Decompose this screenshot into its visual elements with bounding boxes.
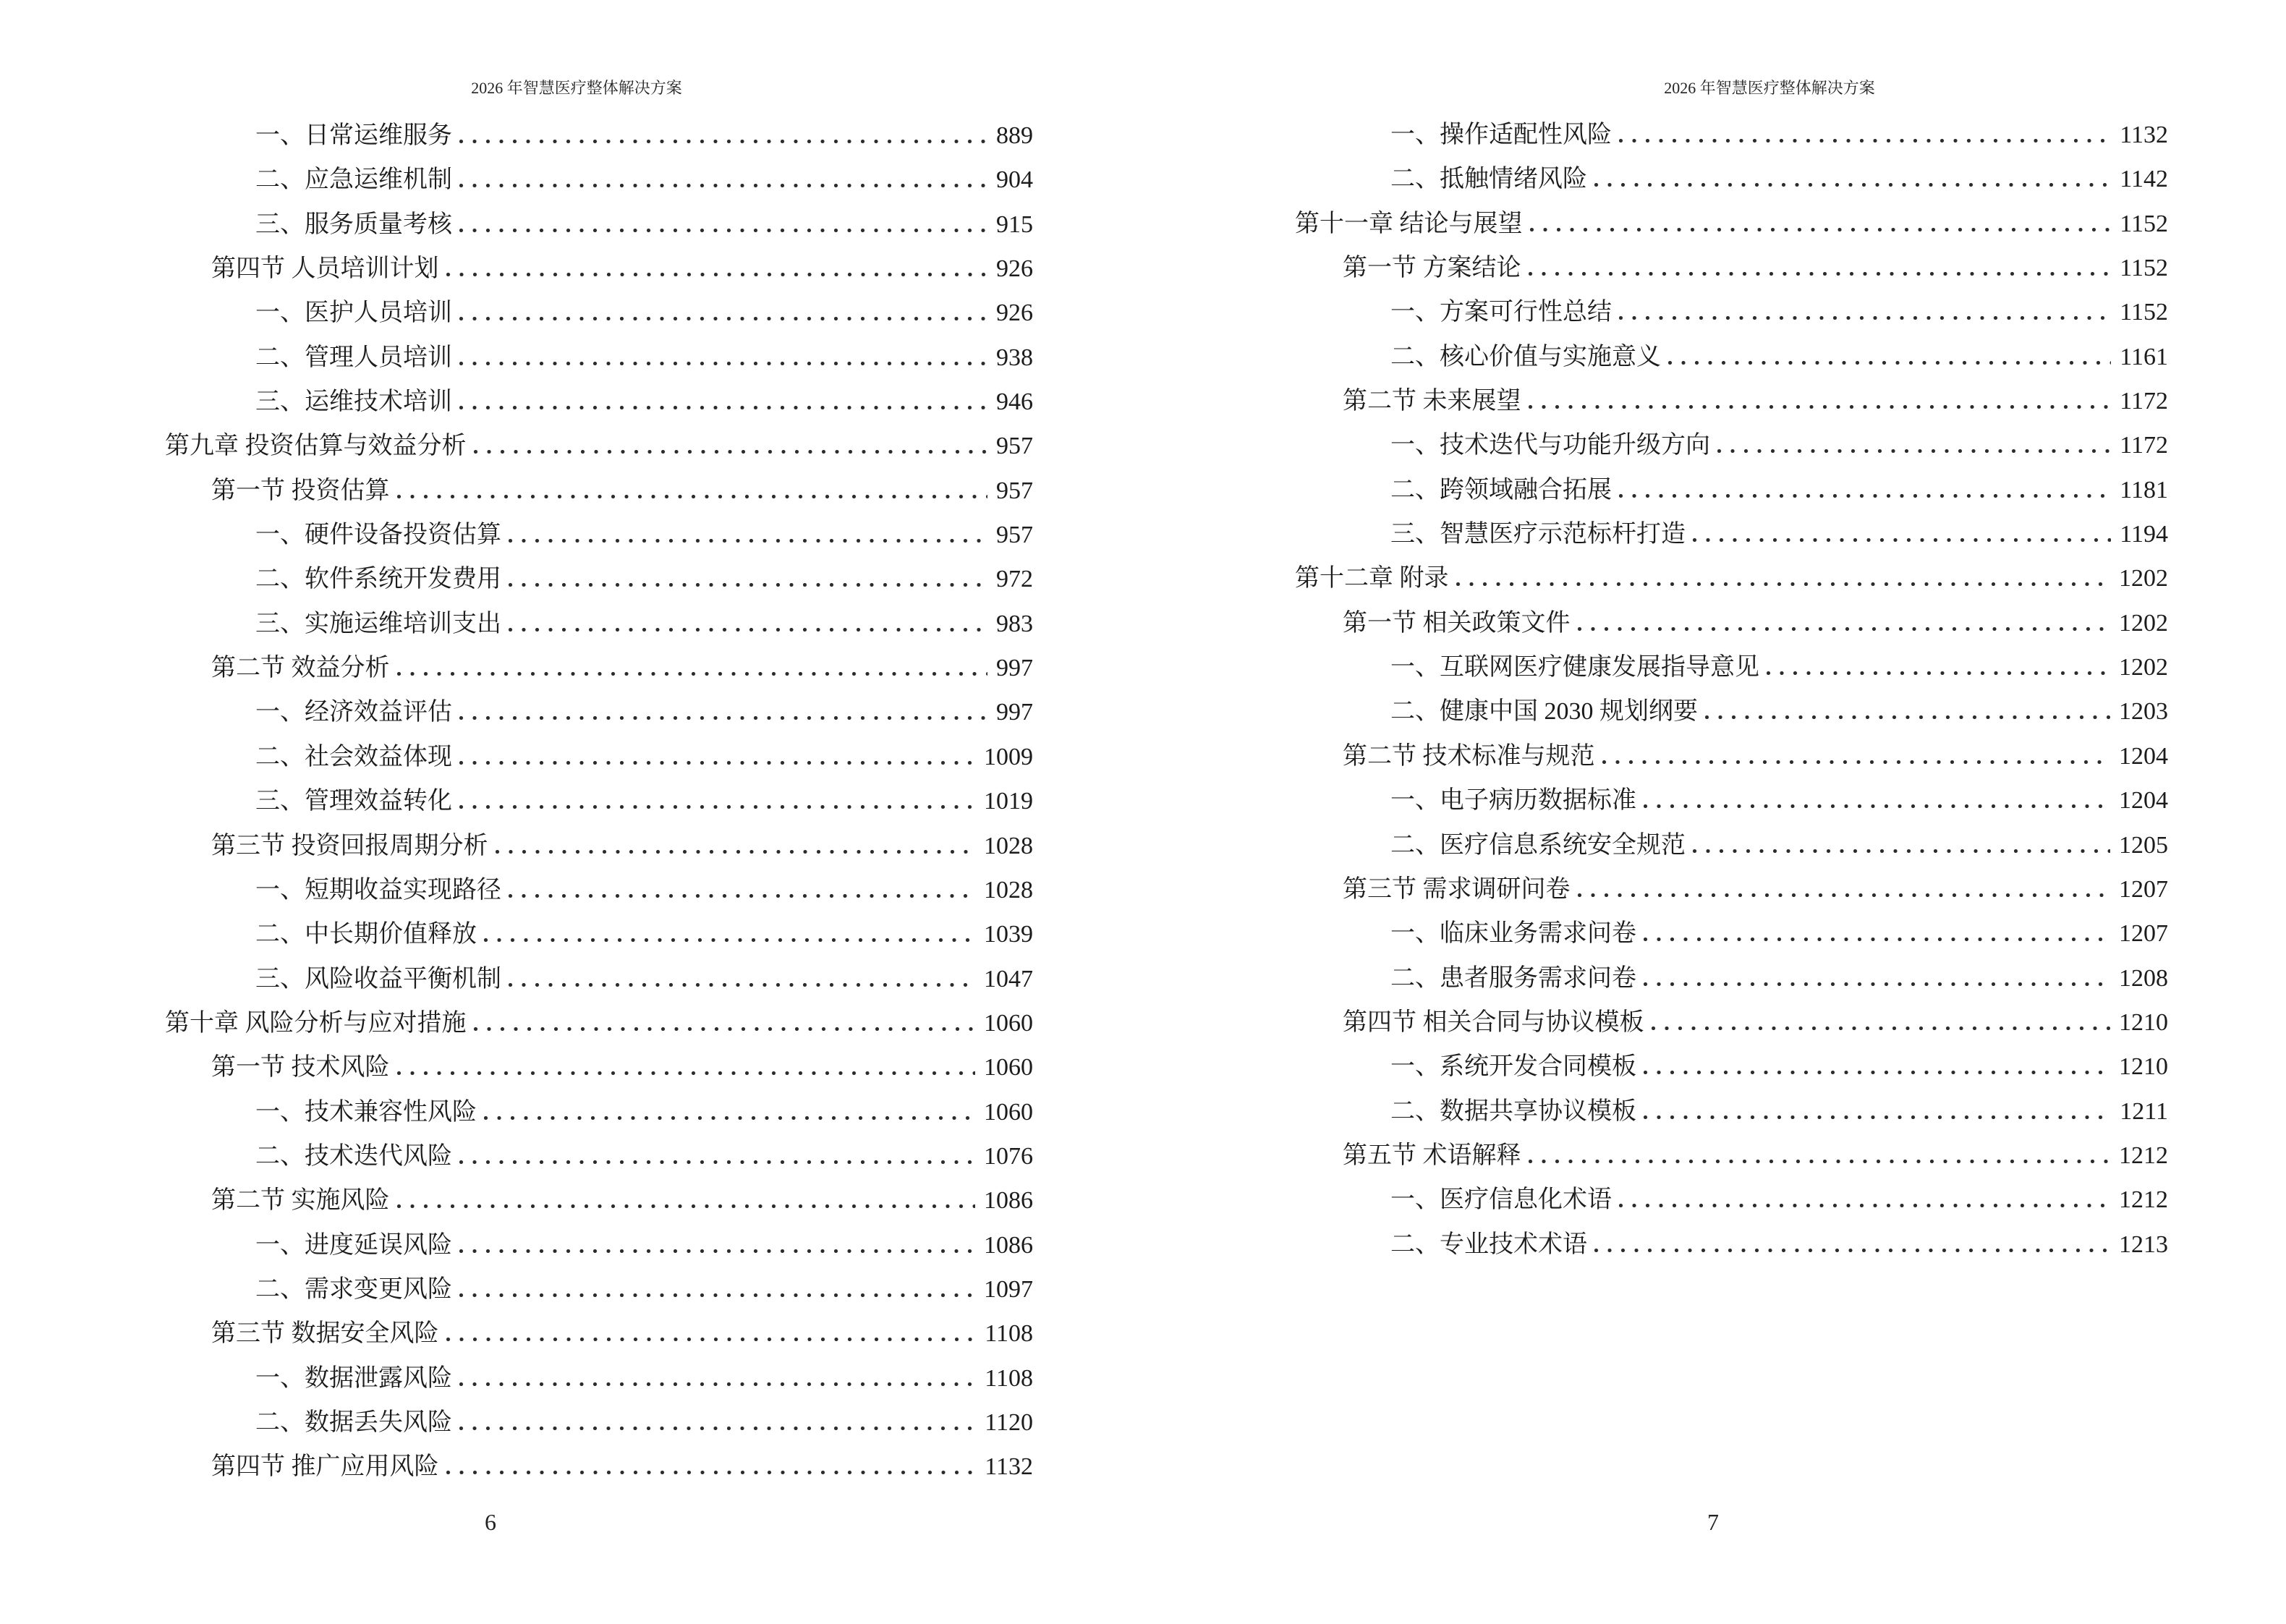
toc-entry-label: 第九章 投资估算与效益分析 [165, 433, 467, 460]
toc-entry-label: 第四节 相关合同与协议模板 [1343, 1008, 1644, 1036]
toc-entry-page: 1060 [984, 1009, 1033, 1037]
toc-leader-dots [1602, 760, 2111, 764]
toc-row [0, 602, 1033, 646]
toc-entry-label: 第十二章 附录 [1295, 565, 1449, 592]
toc-leader-dots [509, 539, 987, 543]
toc-entry-label: 二、应急运维机制 [255, 166, 452, 194]
toc-leader-dots [459, 229, 987, 232]
toc-entry-page: 1194 [2120, 521, 2168, 548]
toc-leader-dots [474, 1027, 976, 1031]
toc-row [1143, 468, 2168, 512]
toc-entry-page: 1132 [2120, 122, 2168, 148]
toc-entry-page: 1047 [984, 965, 1033, 992]
toc-row [0, 1001, 1033, 1045]
toc-entry-page: 915 [996, 211, 1033, 238]
toc-leader-dots [1619, 139, 2111, 143]
page-header-title: 2026 年智慧医疗整体解决方案 [1664, 79, 1875, 97]
toc-entry-page: 1202 [2119, 609, 2168, 637]
toc-entry-page: 957 [996, 477, 1033, 504]
toc-entry-page: 1202 [2119, 565, 2168, 592]
toc-entry-page: 889 [996, 122, 1033, 149]
toc-row [1143, 911, 2168, 956]
toc-row [0, 1311, 1033, 1356]
toc-entry-label: 三、服务质量考核 [255, 211, 452, 238]
toc-leader-dots [509, 583, 987, 587]
toc-entry-page: 938 [996, 344, 1033, 371]
toc-leader-dots [459, 1293, 975, 1297]
toc-row [0, 247, 1033, 291]
toc-entry-page: 1213 [2119, 1230, 2168, 1258]
toc-leader-dots [446, 1338, 977, 1341]
toc-leader-dots [397, 1071, 976, 1075]
toc-page [0, 114, 1033, 1489]
toc-entry-label: 二、数据共享协议模板 [1390, 1097, 1636, 1125]
toc-entry-page: 997 [996, 699, 1033, 726]
toc-row [1143, 556, 2168, 600]
toc-row [0, 779, 1033, 823]
toc-leader-dots [397, 1204, 976, 1208]
toc-leader-dots [459, 184, 987, 187]
toc-leader-dots [1644, 804, 2110, 808]
toc-entry-page: 983 [996, 610, 1033, 637]
toc-leader-dots [484, 938, 975, 942]
toc-leader-dots [1644, 1115, 2111, 1119]
toc-page [1143, 113, 2168, 1267]
toc-entry-page: 1210 [2119, 1008, 2168, 1036]
toc-leader-dots [1644, 982, 2110, 986]
toc-leader-dots [459, 716, 987, 720]
toc-row [0, 868, 1033, 912]
toc-entry-page: 1208 [2119, 964, 2168, 992]
toc-entry-page: 1060 [984, 1098, 1033, 1126]
toc-entry-page: 957 [996, 522, 1033, 549]
toc-entry-page: 1181 [2120, 476, 2168, 503]
toc-entry-label: 二、需求变更风险 [255, 1275, 452, 1303]
toc-entry-page: 997 [996, 655, 1033, 682]
toc-row [0, 1134, 1033, 1178]
page-number-footer: 7 [1707, 1509, 1719, 1535]
toc-entry-label: 三、管理效益转化 [255, 788, 452, 815]
toc-leader-dots [459, 317, 987, 320]
toc-entry-page: 1142 [2120, 166, 2168, 193]
toc-entry-label: 第三节 投资回报周期分析 [211, 832, 488, 859]
toc-entry-page: 1204 [2119, 742, 2168, 770]
toc-entry-label: 二、技术迭代风险 [255, 1142, 452, 1170]
toc-row [1143, 113, 2168, 157]
toc-row [0, 203, 1033, 247]
toc-row [1143, 290, 2168, 334]
toc-leader-dots [1619, 1204, 2110, 1207]
toc-entry-label: 一、医疗信息化术语 [1390, 1186, 1612, 1214]
toc-row [0, 469, 1033, 513]
toc-entry-label: 一、方案可行性总结 [1390, 299, 1612, 326]
toc-leader-dots [459, 1382, 976, 1386]
toc-entry-page: 1097 [984, 1275, 1033, 1303]
toc-entry-page: 1207 [2119, 875, 2168, 903]
toc-entry-page: 1039 [984, 921, 1033, 948]
toc-entry-label: 第二节 实施风险 [211, 1187, 390, 1215]
toc-entry-label: 第四节 推广应用风险 [211, 1453, 439, 1481]
toc-row [1143, 246, 2168, 290]
toc-row [1143, 423, 2168, 467]
toc-entry-label: 第十章 风险分析与应对措施 [165, 1009, 467, 1037]
toc-entry-page: 957 [996, 433, 1033, 460]
toc-row [1143, 1045, 2168, 1089]
toc-entry-label: 二、专业技术术语 [1390, 1230, 1587, 1258]
toc-entry-page: 1009 [984, 743, 1033, 770]
toc-entry-label: 一、日常运维服务 [255, 122, 452, 149]
toc-leader-dots [1668, 361, 2111, 365]
toc-row [0, 1223, 1033, 1267]
toc-entry-page: 1210 [2119, 1053, 2168, 1081]
toc-entry-label: 二、社会效益体现 [255, 743, 452, 770]
toc-entry-label: 三、实施运维培训支出 [255, 610, 501, 637]
toc-leader-dots [509, 628, 987, 632]
toc-leader-dots [1594, 1249, 2110, 1252]
toc-row [1143, 1178, 2168, 1222]
toc-entry-label: 第二节 技术标准与规范 [1343, 742, 1595, 770]
toc-entry-label: 二、健康中国 2030 规划纲要 [1390, 698, 1698, 726]
toc-row [0, 1045, 1033, 1089]
toc-entry-label: 二、抵触情绪风险 [1390, 166, 1587, 193]
toc-row [0, 424, 1033, 468]
toc-entry-label: 一、经济效益评估 [255, 699, 452, 726]
toc-row [0, 291, 1033, 335]
toc-row [1143, 956, 2168, 1000]
toc-entry-page: 972 [996, 566, 1033, 593]
toc-entry-page: 1060 [984, 1054, 1033, 1081]
toc-leader-dots [459, 1249, 975, 1253]
toc-entry-label: 第三节 数据安全风险 [211, 1320, 439, 1348]
toc-entry-label: 三、风险收益平衡机制 [255, 965, 501, 992]
toc-row [1143, 157, 2168, 201]
toc-entry-page: 1086 [984, 1187, 1033, 1215]
toc-leader-dots [1530, 228, 2112, 231]
toc-leader-dots [397, 495, 988, 498]
toc-row [0, 380, 1033, 424]
toc-row [0, 824, 1033, 868]
toc-row [0, 1400, 1033, 1445]
toc-row [0, 1090, 1033, 1134]
toc-leader-dots [1705, 715, 2110, 719]
toc-entry-page: 1161 [2120, 343, 2168, 370]
toc-row [0, 336, 1033, 380]
toc-entry-label: 第一节 投资估算 [211, 477, 390, 504]
toc-leader-dots [459, 140, 987, 143]
toc-row [1143, 379, 2168, 423]
toc-leader-dots [1456, 582, 2111, 586]
toc-row [1143, 645, 2168, 689]
toc-row [1143, 1223, 2168, 1267]
toc-row [0, 114, 1033, 158]
toc-leader-dots [474, 450, 988, 454]
toc-entry-label: 一、系统开发合同模板 [1390, 1053, 1636, 1081]
toc-entry-page: 1152 [2120, 299, 2168, 326]
toc-entry-page: 1076 [984, 1142, 1033, 1170]
toc-entry-label: 第十一章 结论与展望 [1295, 210, 1523, 237]
toc-entry-page: 1204 [2119, 787, 2168, 815]
toc-row [0, 158, 1033, 202]
toc-leader-dots [459, 362, 987, 365]
toc-entry-page: 1212 [2119, 1186, 2168, 1214]
toc-leader-dots [1644, 1071, 2110, 1074]
toc-leader-dots [1578, 893, 2111, 897]
toc-entry-page: 946 [996, 388, 1033, 416]
page-number-footer: 6 [485, 1509, 496, 1535]
toc-entry-label: 三、智慧医疗示范标杆打造 [1390, 521, 1686, 548]
toc-leader-dots [1529, 272, 2112, 276]
toc-row [1143, 1000, 2168, 1045]
toc-entry-label: 第五节 术语解释 [1343, 1142, 1521, 1169]
toc-leader-dots [1693, 538, 2111, 542]
toc-entry-page: 1212 [2119, 1142, 2168, 1169]
toc-entry-page: 1028 [984, 876, 1033, 904]
toc-entry-label: 二、跨领域融合拓展 [1390, 476, 1612, 503]
toc-entry-page: 1203 [2119, 698, 2168, 726]
toc-leader-dots [459, 1160, 975, 1164]
toc-row [1143, 1134, 2168, 1178]
toc-entry-label: 第一节 技术风险 [211, 1054, 390, 1081]
toc-leader-dots [1644, 938, 2110, 941]
toc-leader-dots [1578, 627, 2111, 631]
toc-entry-page: 1152 [2120, 210, 2168, 237]
toc-row [0, 957, 1033, 1001]
toc-entry-label: 一、操作适配性风险 [1390, 122, 1612, 148]
toc-entry-label: 一、临床业务需求问卷 [1390, 920, 1636, 948]
toc-leader-dots [509, 983, 975, 987]
toc-leader-dots [1529, 405, 2112, 409]
toc-leader-dots [509, 894, 975, 898]
toc-leader-dots [459, 761, 975, 765]
toc-entry-page: 926 [996, 255, 1033, 283]
toc-entry-page: 1172 [2120, 432, 2168, 459]
toc-entry-page: 1152 [2120, 255, 2168, 282]
toc-entry-label: 一、电子病历数据标准 [1390, 787, 1636, 815]
toc-entry-page: 1028 [984, 832, 1033, 859]
toc-row [1143, 778, 2168, 822]
toc-leader-dots [1767, 671, 2110, 675]
toc-entry-page: 1019 [984, 788, 1033, 815]
toc-leader-dots [496, 850, 976, 854]
toc-row [0, 912, 1033, 956]
toc-row [0, 513, 1033, 557]
toc-row [0, 557, 1033, 601]
toc-entry-label: 一、医护人员培训 [255, 299, 452, 327]
toc-leader-dots [1619, 316, 2111, 320]
toc-entry-label: 一、互联网医疗健康发展指导意见 [1390, 654, 1759, 681]
toc-entry-label: 一、技术迭代与功能升级方向 [1390, 432, 1710, 459]
toc-entry-label: 二、医疗信息系统安全规范 [1390, 831, 1686, 859]
toc-row [0, 735, 1033, 779]
toc-leader-dots [1717, 449, 2111, 453]
toc-row [0, 1445, 1033, 1489]
toc-entry-label: 一、短期收益实现路径 [255, 876, 501, 904]
toc-leader-dots [1619, 494, 2111, 498]
toc-entry-page: 1108 [985, 1320, 1033, 1348]
toc-entry-page: 1207 [2119, 920, 2168, 948]
toc-entry-page: 904 [996, 166, 1033, 194]
toc-row [1143, 823, 2168, 867]
toc-leader-dots [446, 273, 988, 276]
toc-entry-label: 二、核心价值与实施意义 [1390, 343, 1661, 370]
toc-leader-dots [446, 1471, 977, 1474]
toc-row [1143, 689, 2168, 734]
toc-row [0, 1178, 1033, 1223]
toc-entry-label: 一、技术兼容性风险 [255, 1098, 477, 1126]
toc-entry-page: 1132 [985, 1453, 1033, 1481]
toc-entry-label: 二、患者服务需求问卷 [1390, 964, 1636, 992]
toc-entry-label: 第四节 人员培训计划 [211, 255, 439, 283]
toc-entry-label: 第一节 方案结论 [1343, 255, 1521, 282]
toc-row [1143, 601, 2168, 645]
toc-entry-label: 一、进度延误风险 [255, 1231, 452, 1259]
toc-leader-dots [484, 1116, 975, 1120]
toc-row [0, 690, 1033, 734]
toc-entry-label: 二、软件系统开发费用 [255, 566, 501, 593]
toc-leader-dots [459, 805, 975, 809]
toc-entry-page: 1211 [2120, 1097, 2168, 1125]
toc-leader-dots [459, 406, 987, 409]
toc-entry-label: 一、数据泄露风险 [255, 1364, 452, 1392]
page-header-title: 2026 年智慧医疗整体解决方案 [471, 79, 682, 97]
toc-entry-label: 二、管理人员培训 [255, 344, 452, 371]
toc-leader-dots [1594, 183, 2111, 187]
toc-row [1143, 867, 2168, 911]
toc-entry-label: 二、中长期价值释放 [255, 921, 477, 948]
toc-row [0, 646, 1033, 690]
toc-entry-label: 三、运维技术培训 [255, 388, 452, 416]
toc-row [1143, 734, 2168, 778]
toc-leader-dots [1652, 1026, 2111, 1030]
toc-row [1143, 512, 2168, 556]
toc-leader-dots [1693, 849, 2110, 853]
toc-entry-page: 1202 [2119, 654, 2168, 681]
toc-entry-label: 二、数据丢失风险 [255, 1408, 452, 1436]
toc-entry-label: 一、硬件设备投资估算 [255, 522, 501, 549]
toc-entry-page: 1108 [985, 1364, 1033, 1392]
toc-entry-page: 1086 [984, 1231, 1033, 1259]
toc-entry-label: 第二节 未来展望 [1343, 388, 1521, 415]
toc-row [0, 1356, 1033, 1400]
toc-entry-page: 1172 [2120, 388, 2168, 415]
toc-entry-page: 1205 [2119, 831, 2168, 859]
toc-row [1143, 202, 2168, 246]
toc-leader-dots [459, 1427, 976, 1430]
toc-row [1143, 335, 2168, 379]
toc-entry-label: 第一节 相关政策文件 [1343, 609, 1571, 637]
toc-leader-dots [1529, 1160, 2111, 1163]
toc-entry-page: 926 [996, 299, 1033, 327]
toc-leader-dots [397, 672, 988, 676]
toc-entry-page: 1120 [985, 1408, 1033, 1436]
toc-entry-label: 第三节 需求调研问卷 [1343, 875, 1571, 903]
toc-entry-label: 第二节 效益分析 [211, 655, 390, 682]
toc-row [1143, 1089, 2168, 1134]
toc-row [0, 1267, 1033, 1311]
